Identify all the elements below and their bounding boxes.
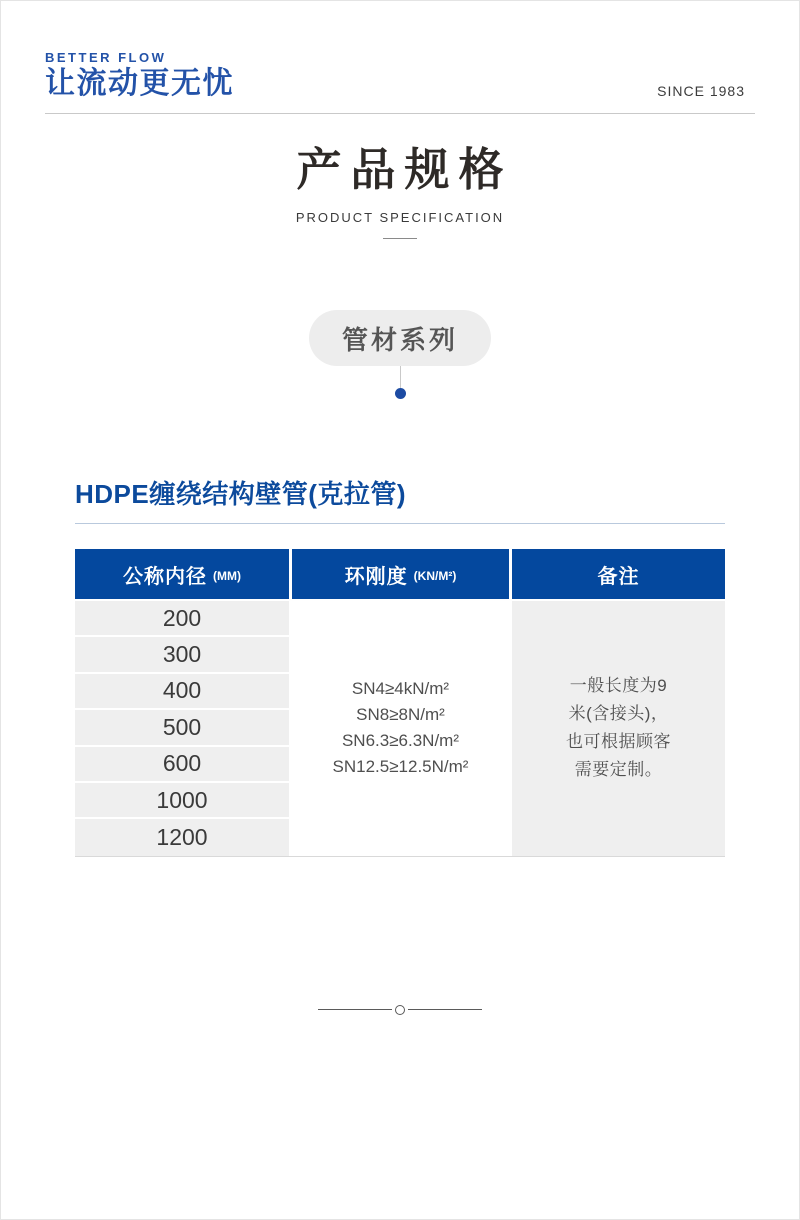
header-label: 环刚度 bbox=[344, 565, 408, 588]
header-unit: (MM) bbox=[213, 569, 241, 583]
table-header-row bbox=[75, 549, 725, 599]
header-label: 公称内径 bbox=[123, 565, 207, 588]
page-title: 产品规格 bbox=[296, 144, 513, 195]
brand-tagline: BETTER FLOW bbox=[45, 50, 167, 65]
section-underline bbox=[75, 523, 725, 524]
section-heading: HDPE缠绕结构壁管(克拉管) bbox=[75, 479, 407, 509]
remark-line: 也可根据顾客 bbox=[566, 732, 671, 752]
footer-ornament bbox=[0, 1005, 800, 1015]
ornament-circle-icon bbox=[395, 1005, 405, 1015]
product-section bbox=[0, 474, 800, 857]
table-row: 600 bbox=[75, 747, 289, 783]
remark-line: 需要定制。 bbox=[574, 760, 663, 780]
ornament-line-left bbox=[318, 1009, 392, 1010]
header-divider bbox=[45, 113, 755, 114]
badge-connector-line bbox=[400, 366, 401, 388]
table-row: 300 bbox=[75, 637, 289, 673]
table-body bbox=[75, 601, 725, 857]
remark-cell bbox=[512, 601, 725, 856]
title-divider bbox=[383, 238, 417, 239]
header bbox=[0, 0, 800, 114]
series-badge: 管材系列 bbox=[309, 310, 491, 366]
stiffness-line: SN12.5≥12.5N/m² bbox=[332, 757, 469, 777]
remark-line: 米(含接头)， bbox=[568, 704, 669, 724]
table-row: 1000 bbox=[75, 783, 289, 819]
stiffness-line: SN4≥4kN/m² bbox=[351, 679, 450, 699]
series-badge-block bbox=[0, 310, 800, 399]
header-cell-remark bbox=[512, 549, 725, 599]
ornament-line-right bbox=[408, 1009, 482, 1010]
stiffness-line: SN6.3≥6.3N/m² bbox=[341, 731, 460, 751]
header-label: 备注 bbox=[597, 565, 640, 588]
page-subtitle: PRODUCT SPECIFICATION bbox=[295, 210, 505, 225]
stiffness-line: SN8≥8N/m² bbox=[356, 705, 445, 725]
table-row: 500 bbox=[75, 710, 289, 746]
spec-table bbox=[75, 549, 725, 857]
remark-line: 一般长度为9 bbox=[569, 676, 668, 696]
header-cell-diameter bbox=[75, 549, 289, 599]
header-unit: (KN/M²) bbox=[413, 569, 457, 583]
title-block bbox=[0, 145, 800, 239]
brand-logo: 让流动更无忧 bbox=[45, 67, 234, 100]
table-row: 200 bbox=[75, 601, 289, 637]
since-label: SINCE 1983 bbox=[657, 83, 745, 99]
brand-block bbox=[45, 50, 755, 100]
table-row: 400 bbox=[75, 674, 289, 710]
badge-connector-dot-icon bbox=[395, 388, 406, 399]
diameter-column bbox=[75, 601, 289, 856]
table-row: 1200 bbox=[75, 819, 289, 855]
header-cell-stiffness bbox=[292, 549, 509, 599]
stiffness-cell bbox=[292, 601, 509, 856]
